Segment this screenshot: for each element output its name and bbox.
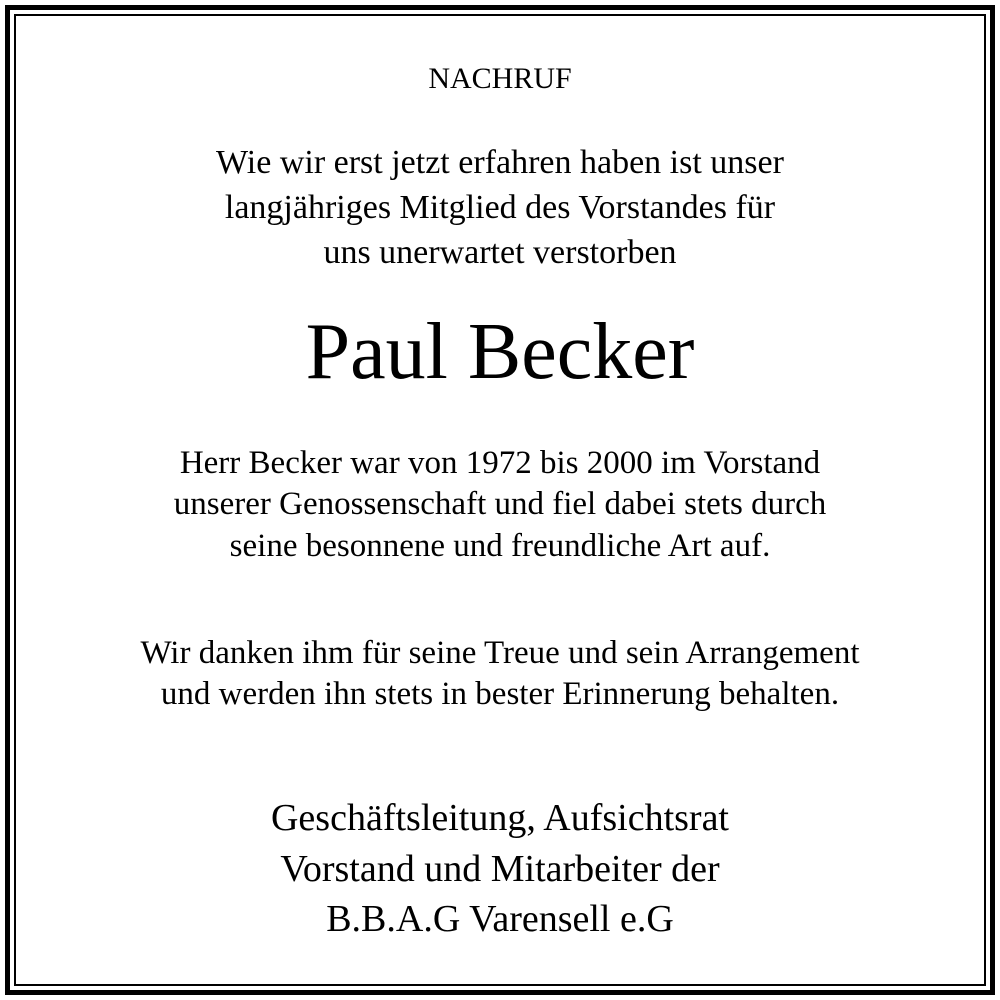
tribute-line-2: unserer Genossenschaft und fiel dabei stets durch bbox=[173, 486, 827, 522]
notice-heading: NACHRUF bbox=[428, 62, 572, 95]
intro-line-3: uns unerwartet verstorben bbox=[323, 234, 677, 271]
thanks-line-1: Wir danken ihm für seine Treue und sein Arrangement bbox=[140, 635, 860, 671]
thanks-line-2: und werden ihn stets in bester Erinnerung behalten. bbox=[160, 676, 840, 712]
intro-line-1: Wie wir erst jetzt erfahren haben ist unser bbox=[216, 144, 784, 181]
tribute-line-1: Herr Becker war von 1972 bis 2000 im Vorstand bbox=[179, 445, 821, 481]
signature-line-1: Geschäftsleitung, Aufsichtsrat bbox=[270, 797, 729, 839]
tribute-line-3: seine besonnene und freundliche Art auf. bbox=[229, 528, 771, 564]
intro-line-2: langjähriges Mitglied des Vorstandes für bbox=[224, 189, 776, 226]
signature-line-3: B.B.A.G Varensell e.G bbox=[326, 898, 674, 940]
deceased-name: Paul Becker bbox=[305, 308, 695, 396]
signature-line-2: Vorstand und Mitarbeiter der bbox=[280, 848, 720, 890]
